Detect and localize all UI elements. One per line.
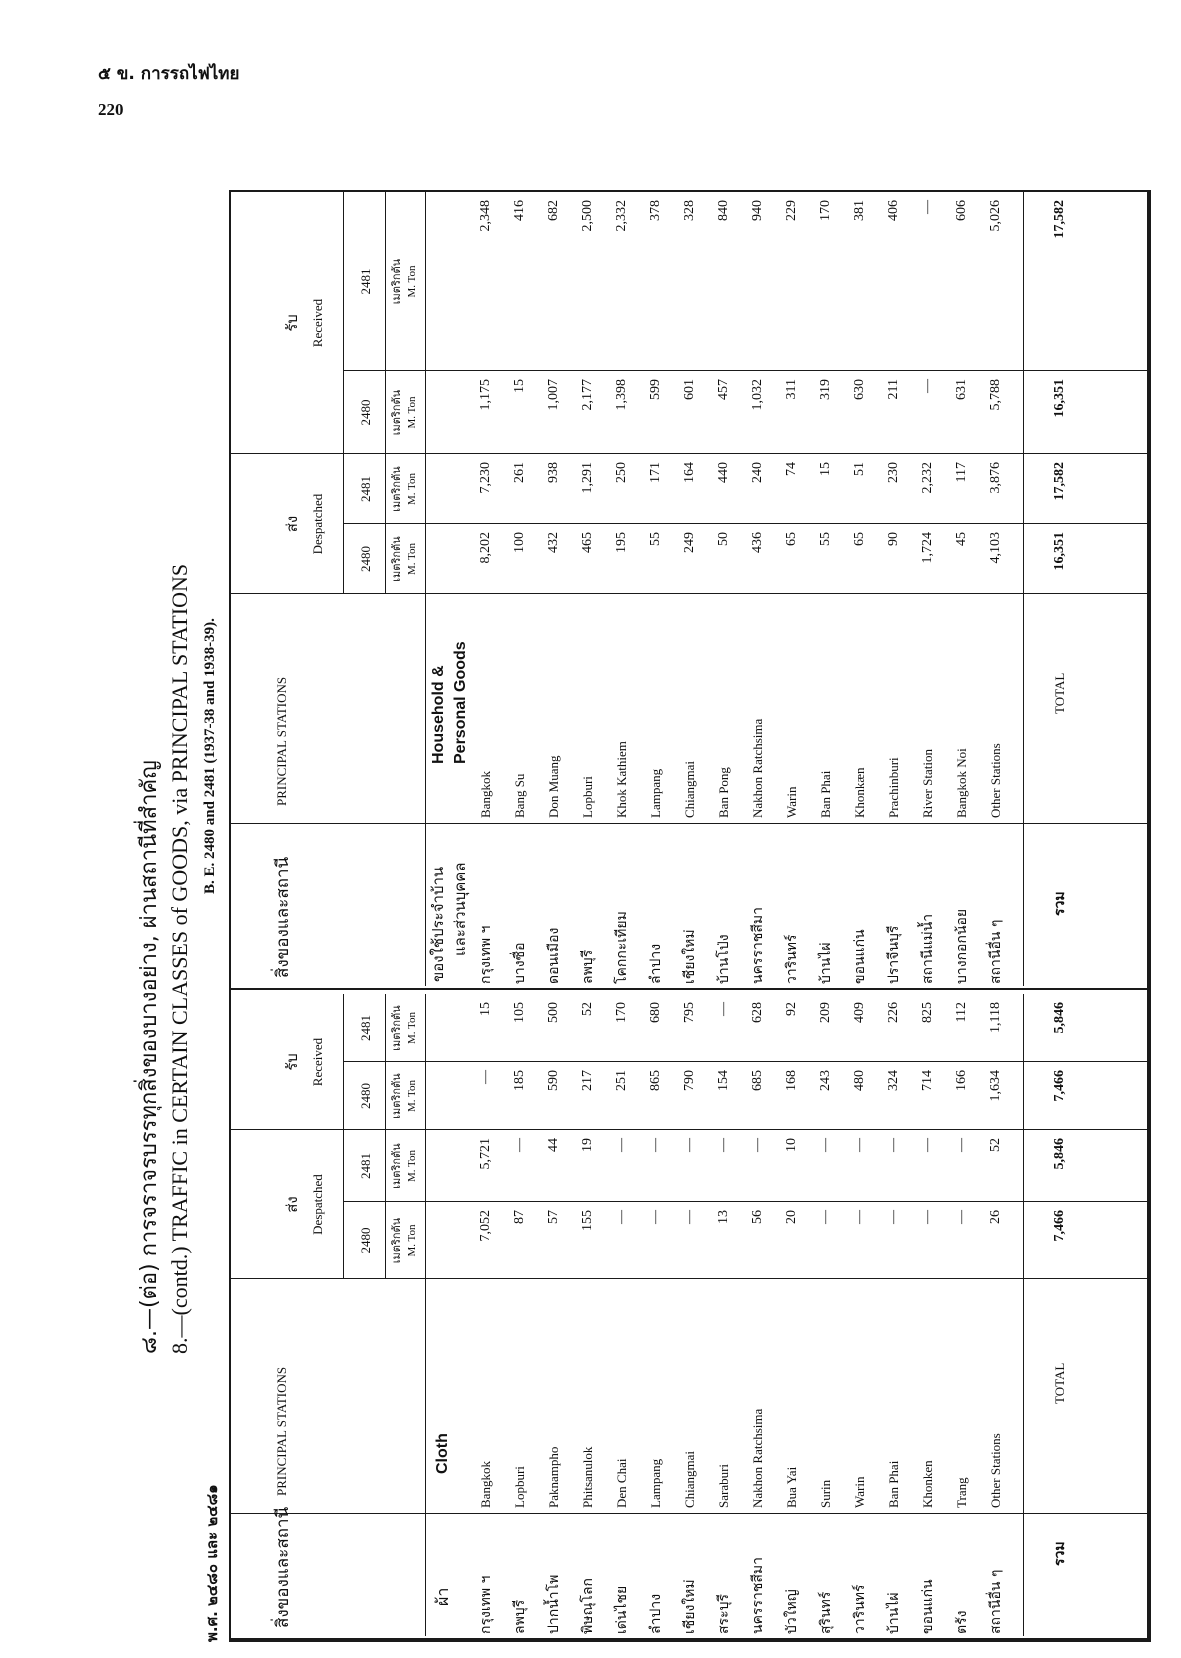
year-label-english: B. E. 2480 and 2481 (1937-38 and 1938-39). <box>202 618 218 894</box>
household-class-english-1: Household & <box>430 665 447 764</box>
cloth-year-header: 2481 <box>358 1015 373 1041</box>
household-row-station: Other Stations <box>988 743 1003 818</box>
household-received-thai: รับ <box>283 314 301 332</box>
cloth-row-thai: บ้านไผ่ <box>886 1592 902 1634</box>
title-english: 8.—(contd.) TRAFFIC in CERTAIN CLASSES of GOODS, via PRINCIPAL STATIONS <box>167 563 192 1354</box>
household-row-despatched-2481: 15 <box>818 462 833 476</box>
household-row-station: Bangkok <box>478 771 493 818</box>
household-row-received-2481: 381 <box>852 200 867 221</box>
cloth-unit-en: M. Ton <box>406 1149 418 1183</box>
cloth-unit-thai: เมตริกตัน <box>390 1005 403 1051</box>
household-row-received-2480: 631 <box>954 379 969 400</box>
household-row-received-2480: 15 <box>512 379 527 393</box>
cloth-row-station: Phitsanulok <box>580 1446 595 1508</box>
cloth-unit-thai: เมตริกตัน <box>390 1073 403 1119</box>
household-row-received-2481: 328 <box>682 200 697 221</box>
cloth-row-despatched-2480: — <box>818 1210 833 1224</box>
cloth-row-despatched-2481: — <box>818 1138 833 1152</box>
household-row-thai: บ้านไผ่ <box>818 942 834 984</box>
cloth-header-rule-1 <box>343 994 344 1279</box>
household-row-received-2480: 1,007 <box>546 379 561 411</box>
household-unit-en: M. Ton <box>406 542 418 576</box>
cloth-row-station: Chiangmai <box>682 1450 697 1508</box>
cloth-unit-en: M. Ton <box>406 1011 418 1045</box>
household-header-rule-3 <box>425 192 426 986</box>
halves-divider <box>229 988 1147 990</box>
cloth-row-received-2480: 865 <box>648 1070 663 1091</box>
household-row-despatched-2481: 240 <box>750 462 765 483</box>
household-despatched-thai: ส่ง <box>283 515 301 533</box>
cloth-row-received-2481: 112 <box>954 1002 969 1023</box>
household-unit-en: M. Ton <box>406 396 418 429</box>
household-row-received-2480: 457 <box>716 379 731 400</box>
cloth-row-station: Trang <box>954 1477 969 1508</box>
cloth-row-received-2481: 92 <box>784 1002 799 1016</box>
cloth-row-despatched-2481: 44 <box>546 1138 561 1152</box>
household-row-thai: ลำปาง <box>648 943 664 984</box>
cloth-row-despatched-2481: — <box>614 1138 629 1152</box>
household-row-received-2481: 378 <box>648 200 663 221</box>
cloth-row-despatched-2480: — <box>954 1210 969 1224</box>
cloth-row-station: Surin <box>818 1479 833 1508</box>
household-row-despatched-2480: 100 <box>512 532 527 553</box>
household-total-received-2481: 17,582 <box>1052 200 1067 239</box>
cloth-total-thai: รวม <box>1052 1541 1068 1566</box>
household-row-despatched-2480: 50 <box>716 532 731 546</box>
cloth-row-despatched-2480: 155 <box>580 1210 595 1231</box>
cloth-row-received-2481: 500 <box>546 1002 561 1023</box>
household-header-rule-2 <box>385 192 386 594</box>
cloth-row-despatched-2480: 20 <box>784 1210 799 1224</box>
household-row-station: Chiangmai <box>682 760 697 818</box>
household-row-despatched-2480: 90 <box>886 532 901 546</box>
household-row-station: Warin <box>784 786 799 818</box>
cloth-row-received-2480: 168 <box>784 1070 799 1091</box>
household-total-thai: รวม <box>1052 891 1068 916</box>
household-row-thai: บ้านโป่ง <box>716 934 732 984</box>
household-despatched-en: Despatched <box>310 493 325 555</box>
household-row-station: River Station <box>920 749 935 818</box>
cloth-row-despatched-2480: — <box>682 1210 697 1224</box>
cloth-row-despatched-2481: — <box>920 1138 935 1152</box>
cloth-row-thai: สถานีอื่น ๆ <box>988 1569 1004 1634</box>
household-row-thai: ขอนแก่น <box>852 929 868 984</box>
table-frame-bottom <box>1147 190 1151 1642</box>
household-year-header: 2481 <box>358 268 373 295</box>
cloth-row-despatched-2480: — <box>614 1210 629 1224</box>
household-row-despatched-2481: 74 <box>784 462 799 476</box>
cloth-row-received-2480: 154 <box>716 1070 731 1091</box>
household-row-station: Prachinburi <box>886 757 901 818</box>
cloth-row-despatched-2480: 26 <box>988 1210 1003 1224</box>
household-year-header: 2480 <box>358 546 373 572</box>
household-row-despatched-2480: 432 <box>546 532 561 553</box>
household-row-station: Bangkok Noi <box>954 748 969 818</box>
household-row-despatched-2481: 2,232 <box>920 462 935 494</box>
cloth-year-header: 2480 <box>358 1083 373 1109</box>
household-unit-en: M. Ton <box>406 265 418 298</box>
cloth-row-received-2481: 105 <box>512 1002 527 1023</box>
household-row-station: Ban Phai <box>818 770 833 818</box>
cloth-row-despatched-2481: — <box>682 1138 697 1152</box>
household-row-thai: สถานีอื่น ๆ <box>988 919 1004 984</box>
cloth-row-station: Bangkok <box>478 1461 493 1508</box>
household-row-despatched-2481: 164 <box>682 462 697 483</box>
cloth-row-station: Saraburi <box>716 1463 731 1508</box>
cloth-divider-d-year <box>343 1201 1147 1202</box>
household-row-received-2480: 599 <box>648 379 663 400</box>
household-row-received-2481: 606 <box>954 200 969 221</box>
title-thai: ๘.—(ต่อ) การจราจรบรรทุกสิ่งของบางอย่าง, ผ่านสถานีที่สำคัญ <box>137 760 162 1354</box>
cloth-row-thai: พิษณุโลก <box>580 1577 596 1634</box>
household-row-thai: บางซื่อ <box>512 942 528 984</box>
household-row-station: Khonkæn <box>852 767 867 818</box>
household-class-thai-2: และส่วนบุคคล <box>451 862 469 956</box>
household-row-despatched-2480: 195 <box>614 532 629 553</box>
cloth-row-thai: ลพบุรี <box>512 1599 528 1634</box>
household-row-received-2480: 311 <box>784 379 799 400</box>
cloth-row-despatched-2481: 10 <box>784 1138 799 1152</box>
cloth-row-received-2481: 209 <box>818 1002 833 1023</box>
cloth-row-received-2480: 480 <box>852 1070 867 1091</box>
household-row-station: Ban Pong <box>716 767 731 818</box>
cloth-row-thai: ลำปาง <box>648 1593 664 1634</box>
household-row-despatched-2481: 3,876 <box>988 462 1003 494</box>
cloth-class-english: Cloth <box>434 1433 451 1474</box>
cloth-row-despatched-2480: 57 <box>546 1210 561 1224</box>
cloth-unit-thai: เมตริกตัน <box>390 1143 403 1189</box>
household-row-despatched-2480: 1,724 <box>920 532 935 564</box>
household-total-rule <box>1023 192 1024 986</box>
household-row-despatched-2481: 938 <box>546 462 561 483</box>
cloth-row-received-2480: 590 <box>546 1070 561 1091</box>
household-year-header: 2480 <box>358 399 373 426</box>
household-row-despatched-2481: 261 <box>512 462 527 483</box>
cloth-row-thai: ปากน้ำโพ <box>546 1574 562 1634</box>
household-row-thai: เชียงใหม่ <box>682 929 698 984</box>
household-row-received-2481: 170 <box>818 200 833 221</box>
household-row-thai: ปราจีนบุรี <box>886 925 902 984</box>
household-unit-en: M. Ton <box>406 472 418 506</box>
household-row-received-2480: 1,175 <box>478 379 493 411</box>
cloth-row-received-2480: 685 <box>750 1070 765 1091</box>
household-row-received-2481: 840 <box>716 200 731 221</box>
household-class-thai-1: ของใช้ประจำบ้าน <box>429 866 447 982</box>
cloth-row-thai: กรุงเทพ ฯ <box>478 1575 494 1634</box>
cloth-row-despatched-2481: — <box>716 1138 731 1152</box>
household-row-station: Khok Kathiem <box>614 741 629 818</box>
cloth-row-received-2481: 825 <box>920 1002 935 1023</box>
cloth-row-received-2480: 790 <box>682 1070 697 1091</box>
cloth-row-despatched-2480: 87 <box>512 1210 527 1224</box>
cloth-row-station: Lampang <box>648 1458 663 1508</box>
household-divider-goods <box>229 823 1147 824</box>
household-row-despatched-2480: 65 <box>852 532 867 546</box>
cloth-row-despatched-2480: — <box>920 1210 935 1224</box>
cloth-row-thai: สุรินทร์ <box>818 1591 834 1634</box>
cloth-row-despatched-2480: 56 <box>750 1210 765 1224</box>
household-row-despatched-2481: 1,291 <box>580 462 595 494</box>
cloth-row-thai: ตรัง <box>954 1610 970 1634</box>
cloth-row-despatched-2481: — <box>648 1138 663 1152</box>
household-row-received-2480: 601 <box>682 379 697 400</box>
cloth-row-received-2480: 714 <box>920 1070 935 1091</box>
table-frame-top <box>229 192 231 1642</box>
cloth-row-thai: บัวใหญ่ <box>784 1589 800 1634</box>
household-row-despatched-2480: 55 <box>648 532 663 546</box>
household-row-despatched-2481: 250 <box>614 462 629 483</box>
household-year-header: 2481 <box>358 476 373 502</box>
household-row-received-2481: 229 <box>784 200 799 221</box>
cloth-despatched-en: Despatched <box>310 1174 325 1235</box>
household-row-received-2481: 940 <box>750 200 765 221</box>
household-unit-thai: เมตริกตัน <box>390 258 403 305</box>
cloth-row-received-2481: — <box>716 1002 731 1016</box>
household-row-despatched-2481: 51 <box>852 462 867 476</box>
cloth-row-station: Paknampho <box>546 1446 561 1508</box>
cloth-total-label: TOTAL <box>1052 1362 1067 1404</box>
cloth-row-received-2481: 15 <box>478 1002 493 1016</box>
cloth-row-thai: เด่นไชย <box>614 1585 630 1634</box>
cloth-row-received-2480: 243 <box>818 1070 833 1091</box>
cloth-row-thai: เชียงใหม่ <box>682 1579 698 1634</box>
household-row-despatched-2481: 230 <box>886 462 901 483</box>
household-row-received-2480: 1,398 <box>614 379 629 411</box>
household-row-received-2481: — <box>920 200 935 214</box>
household-row-despatched-2480: 249 <box>682 532 697 553</box>
household-unit-thai: เมตริกตัน <box>390 466 403 512</box>
household-row-station: Bang Su <box>512 773 527 818</box>
household-row-thai: ดอนเมือง <box>546 927 562 984</box>
table-frame-left <box>229 1638 1147 1642</box>
cloth-row-received-2480: 324 <box>886 1070 901 1091</box>
cloth-row-received-2480: 1,634 <box>988 1070 1003 1102</box>
cloth-row-despatched-2481: 19 <box>580 1138 595 1152</box>
household-received-en: Received <box>310 298 325 348</box>
household-row-station: Lampang <box>648 768 663 818</box>
cloth-row-received-2481: 170 <box>614 1002 629 1023</box>
household-row-despatched-2480: 55 <box>818 532 833 546</box>
household-row-received-2481: 5,026 <box>988 200 1003 232</box>
household-row-thai: สถานีแม่น้ำ <box>920 913 936 984</box>
cloth-row-station: Khonken <box>920 1460 935 1508</box>
household-total-label: TOTAL <box>1052 672 1067 714</box>
cloth-header-rule-2 <box>385 994 386 1279</box>
cloth-row-station: Bua Yai <box>784 1466 799 1508</box>
household-row-thai: นครราชสีมา <box>750 907 766 984</box>
cloth-row-despatched-2480: 7,052 <box>478 1210 493 1242</box>
cloth-row-received-2481: 1,118 <box>988 1002 1003 1033</box>
household-goods-header: สิ่งของและสถานี <box>273 856 293 978</box>
household-row-despatched-2481: 7,230 <box>478 462 493 494</box>
year-label-thai: พ.ศ. ๒๔๘๐ และ ๒๔๘๑ <box>203 1484 221 1642</box>
household-row-received-2481: 416 <box>512 200 527 221</box>
household-row-despatched-2480: 45 <box>954 532 969 546</box>
cloth-row-despatched-2480: — <box>648 1210 663 1224</box>
cloth-row-received-2480: 217 <box>580 1070 595 1091</box>
household-total-despatched-2481: 17,582 <box>1052 462 1067 501</box>
cloth-unit-en: M. Ton <box>406 1079 418 1113</box>
household-row-received-2480: 2,177 <box>580 379 595 411</box>
household-unit-thai: เมตริกตัน <box>390 536 403 582</box>
cloth-class-thai: ผ้า <box>433 1587 452 1606</box>
household-row-despatched-2480: 8,202 <box>478 532 493 564</box>
cloth-total-rule <box>1023 994 1024 1636</box>
table-frame-right <box>229 190 1147 192</box>
cloth-row-thai: ขอนแก่น <box>920 1579 936 1634</box>
cloth-row-despatched-2480: — <box>852 1210 867 1224</box>
cloth-year-header: 2480 <box>358 1227 373 1254</box>
household-row-received-2480: 630 <box>852 379 867 400</box>
cloth-row-received-2481: 680 <box>648 1002 663 1023</box>
cloth-unit-en: M. Ton <box>406 1224 418 1257</box>
cloth-total-despatched-2481: 5,846 <box>1052 1138 1067 1170</box>
cloth-year-header: 2481 <box>358 1153 373 1179</box>
page-number: 220 <box>98 100 124 119</box>
cloth-row-received-2481: 795 <box>682 1002 697 1023</box>
cloth-row-received-2481: 409 <box>852 1002 867 1023</box>
household-row-despatched-2480: 4,103 <box>988 532 1003 564</box>
cloth-row-received-2481: 628 <box>750 1002 765 1023</box>
household-row-station: Nakhon Ratchsima <box>750 718 765 818</box>
cloth-row-thai: วารินทร์ <box>852 1584 868 1634</box>
household-row-despatched-2481: 117 <box>954 462 969 483</box>
cloth-stations-header: PRINCIPAL STATIONS <box>274 1366 289 1496</box>
cloth-row-station: Warin <box>852 1476 867 1508</box>
household-total-received-2480: 16,351 <box>1052 379 1067 418</box>
household-row-received-2480: 319 <box>818 379 833 400</box>
household-row-despatched-2481: 171 <box>648 462 663 483</box>
household-class-english-2: Personal Goods <box>452 641 469 764</box>
cloth-row-received-2481: 52 <box>580 1002 595 1016</box>
household-unit-thai: เมตริกตัน <box>390 389 403 436</box>
household-row-thai: วารินทร์ <box>784 934 800 984</box>
household-row-received-2481: 406 <box>886 200 901 221</box>
household-row-received-2480: 1,032 <box>750 379 765 411</box>
cloth-row-despatched-2481: 52 <box>988 1138 1003 1152</box>
cloth-row-thai: สระบุรี <box>716 1594 732 1634</box>
cloth-row-received-2481: 226 <box>886 1002 901 1023</box>
household-header-rule-1 <box>343 192 344 594</box>
cloth-row-despatched-2481: — <box>512 1138 527 1152</box>
household-row-station: Lopburi <box>580 776 595 818</box>
cloth-row-despatched-2481: — <box>852 1138 867 1152</box>
household-row-received-2480: 211 <box>886 379 901 400</box>
cloth-row-despatched-2481: — <box>954 1138 969 1152</box>
cloth-row-despatched-2481: — <box>750 1138 765 1152</box>
cloth-row-station: Ban Phai <box>886 1460 901 1508</box>
household-divider-r-year <box>343 370 1147 371</box>
household-row-received-2481: 682 <box>546 200 561 221</box>
cloth-received-en: Received <box>310 1037 325 1087</box>
rotated-table-page <box>135 174 1155 1654</box>
household-row-received-2481: 2,500 <box>580 200 595 232</box>
cloth-row-thai: นครราชสีมา <box>750 1557 766 1634</box>
cloth-total-received-2480: 7,466 <box>1052 1070 1067 1102</box>
household-row-received-2481: 2,348 <box>478 200 493 232</box>
cloth-header-rule-3 <box>425 994 426 1636</box>
cloth-row-received-2480: 185 <box>512 1070 527 1091</box>
cloth-received-thai: รับ <box>283 1053 301 1071</box>
cloth-unit-thai: เมตริกตัน <box>390 1217 403 1264</box>
household-row-thai: บางกอกน้อย <box>954 908 970 984</box>
household-total-despatched-2480: 16,351 <box>1052 532 1067 571</box>
cloth-row-received-2480: — <box>478 1070 493 1084</box>
household-row-despatched-2480: 65 <box>784 532 799 546</box>
cloth-row-station: Other Stations <box>988 1433 1003 1508</box>
cloth-goods-header: สิ่งของและสถานี <box>273 1506 293 1628</box>
cloth-divider-r-year <box>343 1061 1147 1062</box>
household-row-thai: โคกกะเทียม <box>614 911 630 984</box>
cloth-row-station: Lopburi <box>512 1466 527 1508</box>
household-row-station: Don Muang <box>546 755 561 818</box>
cloth-row-despatched-2481: — <box>886 1138 901 1152</box>
cloth-despatched-thai: ส่ง <box>283 1196 301 1213</box>
household-row-thai: กรุงเทพ ฯ <box>478 925 494 984</box>
cloth-row-received-2480: 166 <box>954 1070 969 1091</box>
household-stations-header: PRINCIPAL STATIONS <box>274 676 289 806</box>
cloth-row-station: Den Chai <box>614 1458 629 1508</box>
household-row-despatched-2481: 440 <box>716 462 731 483</box>
cloth-divider-goods <box>229 1513 1147 1514</box>
cloth-total-despatched-2480: 7,466 <box>1052 1210 1067 1242</box>
household-row-received-2480: — <box>920 379 935 393</box>
household-row-despatched-2480: 436 <box>750 532 765 553</box>
household-row-thai: ลพบุรี <box>580 949 596 984</box>
running-header: ๕ ข. การรถไฟไทย <box>98 64 240 84</box>
cloth-row-despatched-2480: 13 <box>716 1210 731 1224</box>
household-divider-d-year <box>343 523 1147 524</box>
cloth-row-received-2480: 251 <box>614 1070 629 1091</box>
cloth-total-received-2481: 5,846 <box>1052 1002 1067 1034</box>
cloth-row-station: Nakhon Ratchsima <box>750 1408 765 1508</box>
cloth-row-despatched-2480: — <box>886 1210 901 1224</box>
household-row-received-2481: 2,332 <box>614 200 629 232</box>
household-row-received-2480: 5,788 <box>988 379 1003 411</box>
cloth-row-despatched-2481: 5,721 <box>478 1138 493 1170</box>
household-row-despatched-2480: 465 <box>580 532 595 553</box>
